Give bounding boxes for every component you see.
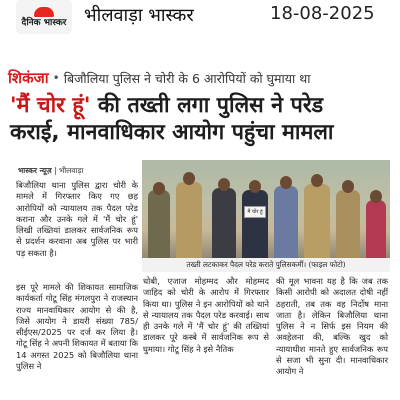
- photo-figure: [304, 184, 330, 260]
- kicker-text: बिजौलिया पुलिस ने चोरी के 6 आरोपियों को घुमाया था: [63, 70, 311, 86]
- publication-date: 18-08-2025: [270, 3, 375, 24]
- photo-caption: तख्ती लटकाकर पैदल परेड कराते पुलिसकर्मी। (फाइल फोटो): [142, 258, 390, 272]
- headline-quote: 'मैं चोर हूं': [10, 93, 91, 118]
- headline: [10, 92, 394, 146]
- bullet-icon: •: [52, 71, 60, 85]
- photo-figure-head: [249, 180, 261, 193]
- photo-placard: मैं चोर हूं: [244, 206, 266, 218]
- photo-figure-head: [183, 172, 195, 185]
- article-paragraph-4: की मूल भावना यह है कि जब तक किसी आरोपी को अदालत दोषी नहीं ठहराती, तब तक वह निर्दोष माना जाता है। लेकिन बिजौलिया थाना पुलिस ने न सिर्फ इस नियम की अवहेलना की, बल्कि खुद को न्यायाधीश मानते हुए सार्वजनिक रूप से सजा भी सुना दी। मानवाधिकार आयोग ने: [276, 276, 388, 377]
- photo-figure-head: [342, 180, 354, 193]
- publication-name: भीलवाड़ा भास्कर: [84, 5, 194, 26]
- byline-place: भीलवाड़ा: [59, 166, 84, 175]
- byline-source: भास्कर न्यूज़: [18, 166, 52, 175]
- photo-figure: [148, 190, 170, 260]
- photo-figure: [176, 182, 202, 260]
- kicker-row: [8, 66, 396, 90]
- byline-separator: |: [51, 166, 59, 175]
- article-paragraph-1: बिजौलिया थाना पुलिस द्वारा चोरी के मामले में गिरफ्तार किए गए छह आरोपियों को न्यायालय तक पैदल परेड कराना और उनके गले में 'मैं चोर हूं' लिखी तख्तियां डालकर सार्वजनिक रूप से प्रदर्शन करवाना अब पुलिस पर भारी पड़ सकता है।: [16, 180, 138, 258]
- photo-figure-head: [280, 176, 292, 189]
- publication-logo: [16, 0, 72, 34]
- photo-figure: [242, 190, 268, 260]
- byline: [18, 166, 83, 176]
- headline-line1: की तख्ती लगा पुलिस ने परेड: [90, 93, 324, 118]
- kicker-badge: शिकंजा: [8, 69, 49, 87]
- photo-figure-head: [370, 190, 382, 203]
- photo-figure: [366, 200, 386, 260]
- news-photo: [142, 160, 390, 260]
- page-header: [0, 0, 400, 40]
- photo-figure: [274, 186, 298, 260]
- headline-line2: कराई, मानवाधिकार आयोग पहुंचा मामला: [10, 120, 334, 145]
- photo-figure-head: [153, 182, 165, 195]
- photo-figure-head: [218, 178, 230, 191]
- article-paragraph-2: इस पूरे मामले की शिकायत सामाजिक कार्यकर्ता गोटू सिंह मंगलपुरा ने राजस्थान राज्य मानवाधिकार आयोग से की है, जिसे आयोग ने डायरी संख्या 785/सीईएस/2025 पर दर्ज कर लिया है। गोटू सिंह ने अपनी शिकायत में बताया कि 14 अगस्त 2025 को बिजौलिया थाना पुलिस ने: [16, 282, 138, 372]
- photo-figure: [212, 188, 236, 260]
- photo-figure: [336, 190, 360, 260]
- sun-icon: [34, 7, 54, 17]
- logo-text: दैनिक भास्कर: [21, 17, 67, 28]
- photo-figure-head: [311, 174, 323, 187]
- article-paragraph-3: धोबी, एजाज मोहम्मद और मोहम्मद जाहिद को चोरी के आरोप में गिरफ्तार किया था। पुलिस ने इन आरोपियों को थाने से न्यायालय तक पैदल परेड करवाई। साथ ही उनके गले में 'मैं चोर हूं' की तख्तियां डालकर पूरे कस्बे में सार्वजनिक रूप से घुमाया। गोटू सिंह ने इसे नैतिक: [143, 276, 269, 354]
